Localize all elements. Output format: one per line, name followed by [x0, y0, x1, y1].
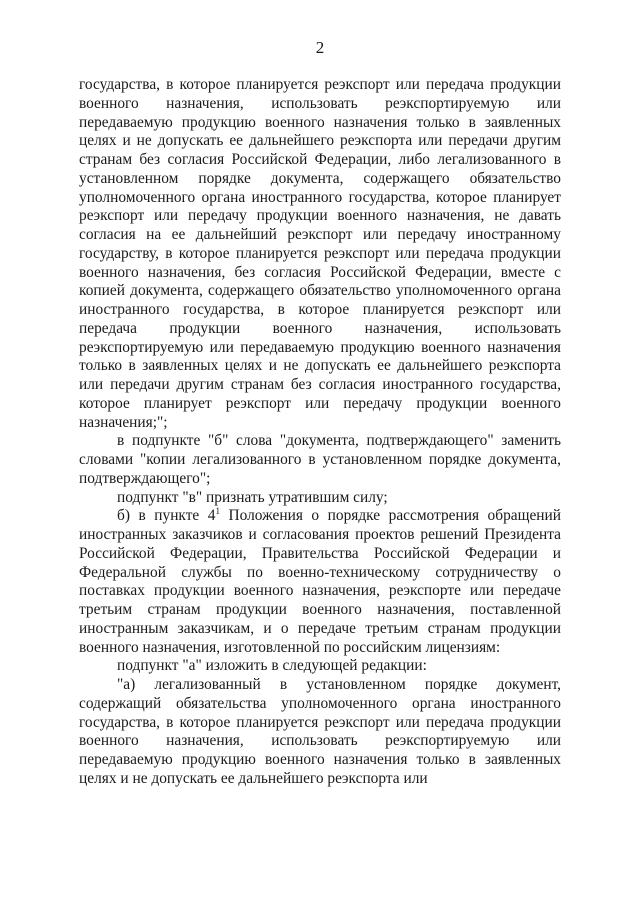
paragraph-subpoint-a-intro: подпункт "а" изложить в следующей редакции:	[117, 657, 427, 675]
paragraph-subpoint-b-replace: в подпункте "б" слова "документа, подтверждающего" заменить словами "копии легализованного в установленном порядке документа, подтверждающего";	[79, 432, 561, 487]
paragraph-point-b	[79, 507, 561, 657]
document-body	[79, 76, 561, 789]
paragraph-continuation: государства, в которое планируется реэкспорт или передача продукции военного назначения, использовать реэкспортируемую или передаваемую продукцию военного назначения только в заявленных целях и не допускать ее дальнейшего реэкспорта или передачи другим странам без согласия Российской Федерации, либо легализованного в установленном порядке документа, содержащего обязательство уполномоченного органа иностранного государства, которое планирует реэкспорт или передачу продукции военного назначения, не давать согласия на ее дальнейший реэкспорт или передачу иностранному государству, в которое планируется реэкспорт или передача продукции военного назначения, без согласия Российской Федерации, вместе с копией документа, содержащего обязательство уполномоченного органа иностранного государства, в которое планируется реэкспорт или передача продукции военного назначения, использовать реэкспортируемую или передаваемую продукцию военного назначения только в заявленных целях и не допускать ее дальнейшего реэкспорта или передачи другим странам без согласия иностранного государства, которое планирует реэкспорт или передачу продукции военного назначения;";	[79, 76, 561, 431]
paragraph-subpoint-a-text: "а) легализованный в установленном порядке документ, содержащий обязательства уполномоченного органа иностранного государства, в которое планируется реэкспорт или передача продукции военного назначения, использовать реэкспортируемую или передаваемую продукцию военного назначения только в заявленных целях и не допускать ее дальнейшего реэкспорта или	[79, 676, 561, 787]
point-superscript: 1	[215, 506, 220, 517]
page-number: 2	[315, 38, 325, 57]
paragraph-subpoint-v-void: подпункт "в" признать утратившим силу;	[117, 488, 388, 506]
point-b-body: Положения о порядке рассмотрения обращений иностранных заказчиков и согласования проектов решений Президента Российской Федерации, Правительства Российской Федерации и Федеральной службы по военно-техническому сотрудничеству о поставках продукции военного назначения, реэкспорте или передаче третьим странам продукции военного назначения, поставленной иностранным заказчикам, и о передаче третьим странам продукции военного назначения, изготовленной по российским лицензиям:	[79, 507, 561, 656]
point-b-intro: б) в пункте 4	[117, 507, 216, 525]
